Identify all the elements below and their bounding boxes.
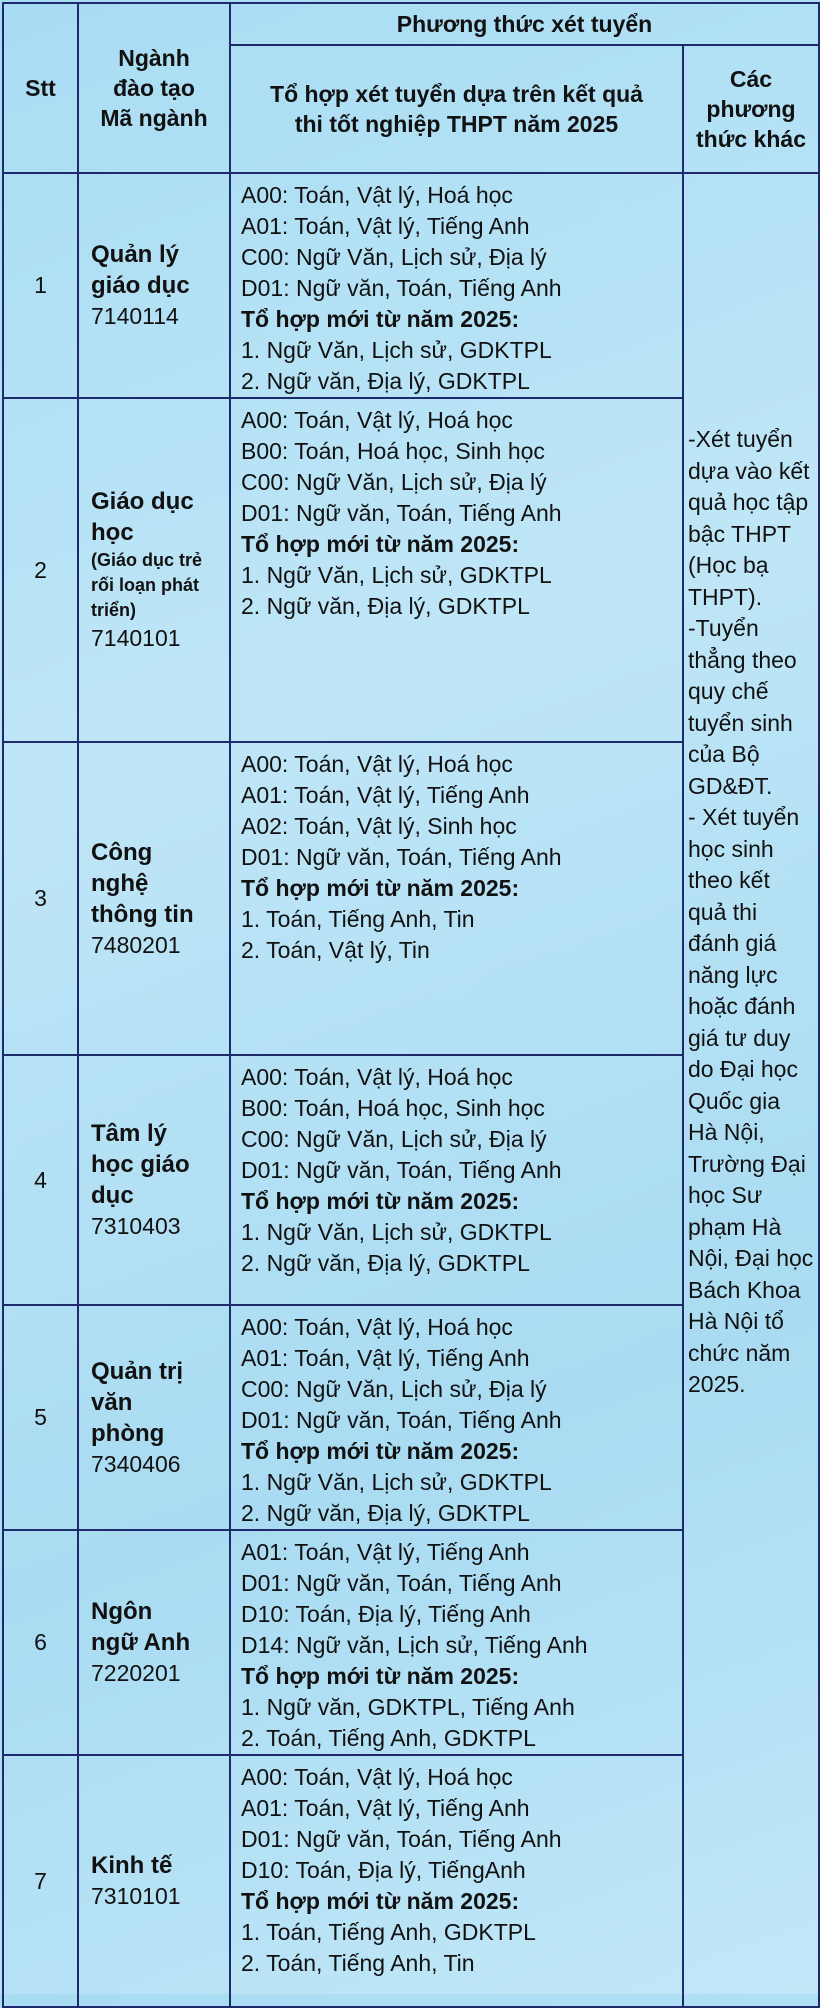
row-program <box>78 1530 230 1755</box>
new-combinations-label: Tổ hợp mới từ năm 2025: <box>241 1888 520 1914</box>
program-code: 7140114 <box>91 303 179 329</box>
header-to-hop-line1: Tổ hợp xét tuyển dựa trên kết quả <box>270 81 643 107</box>
program-code: 7310403 <box>91 1213 181 1239</box>
header-khac-line2: phương <box>706 96 796 122</box>
program-name-line: nghệ <box>91 869 149 897</box>
other-method-item: - Xét tuyển học sinh theo kết quả thi đánh giá năng lực hoặc đánh giá tư duy do Đại học Quốc gia Hà Nội, Trường Đại học Sư phạm Hà Nội, Đại học Bách Khoa Hà Nội tổ chức năm 2025. <box>688 804 814 1397</box>
combination-item: A00: Toán, Vật lý, Hoá học <box>241 1764 513 1790</box>
new-combination-item: 1. Ngữ Văn, Lịch sử, GDKTPL <box>241 1469 552 1495</box>
combination-item: D10: Toán, Địa lý, Tiếng Anh <box>241 1601 531 1627</box>
new-combinations-label: Tổ hợp mới từ năm 2025: <box>241 875 520 901</box>
new-combination-item: 2. Ngữ văn, Địa lý, GDKTPL <box>241 1500 530 1526</box>
new-combination-item: 1. Ngữ Văn, Lịch sử, GDKTPL <box>241 337 552 363</box>
table-row <box>3 173 819 398</box>
combination-item: C00: Ngữ Văn, Lịch sử, Địa lý <box>241 469 547 495</box>
combination-item: D10: Toán, Địa lý, TiếngAnh <box>241 1857 526 1883</box>
program-code: 7220201 <box>91 1660 181 1686</box>
combination-item: B00: Toán, Hoá học, Sinh học <box>241 1095 545 1121</box>
combination-item: B00: Toán, Hoá học, Sinh học <box>241 438 545 464</box>
header-stt: Stt <box>3 3 78 173</box>
new-combination-item: 2. Toán, Vật lý, Tin <box>241 937 430 963</box>
combination-item: A00: Toán, Vật lý, Hoá học <box>241 1064 513 1090</box>
combination-item: D01: Ngữ văn, Toán, Tiếng Anh <box>241 500 562 526</box>
header-nganh-line3: Mã ngành <box>100 105 208 131</box>
new-combination-item: 2. Toán, Tiếng Anh, Tin <box>241 1950 475 1976</box>
row-combinations <box>230 1530 683 1755</box>
admission-table <box>2 2 820 2008</box>
header-khac <box>683 45 819 173</box>
combination-item: A02: Toán, Vật lý, Sinh học <box>241 813 517 839</box>
program-name-line: Công <box>91 838 153 866</box>
header-to-hop-line2: thi tốt nghiệp THPT năm 2025 <box>294 111 619 137</box>
combination-item: D01: Ngữ văn, Toán, Tiếng Anh <box>241 1157 562 1183</box>
combination-item: A01: Toán, Vật lý, Tiếng Anh <box>241 1795 530 1821</box>
combination-item: C00: Ngữ Văn, Lịch sử, Địa lý <box>241 244 547 270</box>
row-program <box>78 742 230 1055</box>
row-combinations <box>230 1755 683 2007</box>
other-methods-cell <box>683 173 819 2007</box>
row-stt: 1 <box>3 173 78 398</box>
row-stt: 7 <box>3 1755 78 2007</box>
combination-item: D01: Ngữ văn, Toán, Tiếng Anh <box>241 275 562 301</box>
header-nganh <box>78 3 230 173</box>
combination-item: D14: Ngữ văn, Lịch sử, Tiếng Anh <box>241 1632 588 1658</box>
combination-item: A01: Toán, Vật lý, Tiếng Anh <box>241 1539 530 1565</box>
new-combination-item: 2. Ngữ văn, Địa lý, GDKTPL <box>241 593 530 619</box>
program-name-line: học <box>91 519 134 546</box>
program-name-line: ngữ Anh <box>91 1629 191 1656</box>
combination-item: A01: Toán, Vật lý, Tiếng Anh <box>241 1345 530 1371</box>
program-name-line: Quản lý <box>91 241 180 268</box>
combination-item: D01: Ngữ văn, Toán, Tiếng Anh <box>241 1407 562 1433</box>
row-combinations <box>230 173 683 398</box>
combination-item: A01: Toán, Vật lý, Tiếng Anh <box>241 782 530 808</box>
program-name-line: phòng <box>91 1419 165 1447</box>
combination-item: D01: Ngữ văn, Toán, Tiếng Anh <box>241 1826 562 1852</box>
new-combination-item: 2. Ngữ văn, Địa lý, GDKTPL <box>241 1250 530 1276</box>
row-stt: 3 <box>3 742 78 1055</box>
combination-item: C00: Ngữ Văn, Lịch sử, Địa lý <box>241 1376 547 1402</box>
new-combination-item: 1. Ngữ Văn, Lịch sử, GDKTPL <box>241 1219 552 1245</box>
row-program <box>78 1055 230 1305</box>
program-name-line: Tâm lý <box>91 1120 168 1147</box>
program-name-line: dục <box>91 1182 134 1209</box>
other-method-item: -Tuyển thẳng theo quy chế tuyển sinh của Bộ GD&ĐT. <box>688 615 797 799</box>
program-name-line: giáo dục <box>91 272 190 299</box>
new-combinations-label: Tổ hợp mới từ năm 2025: <box>241 306 520 332</box>
row-stt: 2 <box>3 398 78 742</box>
program-name-line: Giáo dục <box>91 488 194 515</box>
row-stt: 5 <box>3 1305 78 1530</box>
program-code: 7340406 <box>91 1450 181 1477</box>
table-body <box>3 173 819 2007</box>
row-stt: 4 <box>3 1055 78 1305</box>
new-combination-item: 2. Toán, Tiếng Anh, GDKTPL <box>241 1725 536 1751</box>
row-combinations <box>230 1055 683 1305</box>
program-code: 7310101 <box>91 1883 181 1909</box>
new-combinations-label: Tổ hợp mới từ năm 2025: <box>241 531 520 557</box>
combination-item: A00: Toán, Vật lý, Hoá học <box>241 407 513 433</box>
program-code: 7140101 <box>91 625 181 651</box>
program-subtitle: (Giáo dục trẻ rối loạn phát triển) <box>91 550 203 620</box>
combination-item: A00: Toán, Vật lý, Hoá học <box>241 751 513 777</box>
header-nganh-line1: Ngành <box>118 45 190 71</box>
program-name-line: Quản trị <box>91 1357 184 1385</box>
program-name-line: văn <box>91 1388 133 1416</box>
program-name-line: Kinh tế <box>91 1852 173 1879</box>
header-phuong-thuc: Phương thức xét tuyển <box>230 3 819 45</box>
combination-item: A00: Toán, Vật lý, Hoá học <box>241 1314 513 1340</box>
program-code: 7480201 <box>91 931 181 958</box>
row-program <box>78 1305 230 1530</box>
new-combination-item: 1. Toán, Tiếng Anh, GDKTPL <box>241 1919 536 1945</box>
new-combinations-label: Tổ hợp mới từ năm 2025: <box>241 1438 520 1464</box>
combination-item: A00: Toán, Vật lý, Hoá học <box>241 182 513 208</box>
row-stt: 6 <box>3 1530 78 1755</box>
header-to-hop <box>230 45 683 173</box>
header-nganh-line2: đào tạo <box>113 75 195 101</box>
header-khac-line1: Các <box>729 66 773 92</box>
row-program <box>78 398 230 742</box>
combination-item: A01: Toán, Vật lý, Tiếng Anh <box>241 213 530 239</box>
combination-item: D01: Ngữ văn, Toán, Tiếng Anh <box>241 844 562 870</box>
row-combinations <box>230 742 683 1055</box>
new-combination-item: 1. Ngữ Văn, Lịch sử, GDKTPL <box>241 562 552 588</box>
new-combinations-label: Tổ hợp mới từ năm 2025: <box>241 1188 520 1214</box>
row-combinations <box>230 1305 683 1530</box>
new-combination-item: 1. Ngữ văn, GDKTPL, Tiếng Anh <box>241 1694 575 1720</box>
header-khac-line3: thức khác <box>696 126 806 152</box>
new-combinations-label: Tổ hợp mới từ năm 2025: <box>241 1663 520 1689</box>
program-name-line: học giáo <box>91 1151 190 1178</box>
row-program <box>78 1755 230 2007</box>
combination-item: D01: Ngữ văn, Toán, Tiếng Anh <box>241 1570 562 1596</box>
program-name-line: Ngôn <box>91 1598 153 1625</box>
combination-item: C00: Ngữ Văn, Lịch sử, Địa lý <box>241 1126 547 1152</box>
row-combinations <box>230 398 683 742</box>
row-program <box>78 173 230 398</box>
new-combination-item: 2. Ngữ văn, Địa lý, GDKTPL <box>241 368 530 394</box>
new-combination-item: 1. Toán, Tiếng Anh, Tin <box>241 906 475 932</box>
program-name-line: thông tin <box>91 900 194 928</box>
other-method-item: -Xét tuyển dựa vào kết quả học tập bậc THPT (Học bạ THPT). <box>688 426 810 610</box>
